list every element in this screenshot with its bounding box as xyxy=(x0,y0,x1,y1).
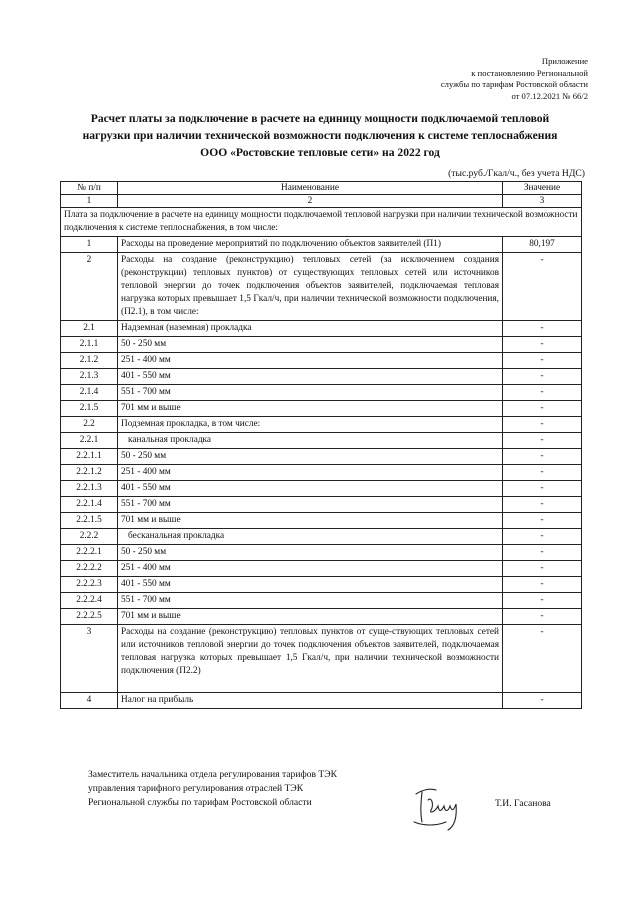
row-value: - xyxy=(503,497,582,513)
table-row xyxy=(61,449,582,465)
table-row xyxy=(61,497,582,513)
row-name: 551 - 700 мм xyxy=(118,593,503,609)
header-row xyxy=(61,182,582,195)
row-name: Подземная прокладка, в том числе: xyxy=(118,417,503,433)
row-value: - xyxy=(503,693,582,709)
row-value: - xyxy=(503,449,582,465)
header-num: № п/п xyxy=(61,182,118,195)
row-name: 251 - 400 мм xyxy=(118,353,503,369)
row-name: 551 - 700 мм xyxy=(118,497,503,513)
row-name: 701 мм и выше xyxy=(118,513,503,529)
row-num: 3 xyxy=(61,625,118,693)
section-row xyxy=(61,208,582,237)
row-num: 2.2.1.1 xyxy=(61,449,118,465)
table-row xyxy=(61,625,582,693)
row-name: 551 - 700 мм xyxy=(118,385,503,401)
position-line: управления тарифного регулирования отраслей ТЭК xyxy=(88,783,304,794)
table-row xyxy=(61,561,582,577)
tariff-table xyxy=(60,181,582,709)
row-name: Расходы на проведение мероприятий по подключению объектов заявителей (П1) xyxy=(118,237,503,253)
header-name: Наименование xyxy=(118,182,503,195)
colnum-1: 1 xyxy=(61,195,118,208)
row-name: 50 - 250 мм xyxy=(118,337,503,353)
row-value: 80,197 xyxy=(503,237,582,253)
row-name: Надземная (наземная) прокладка xyxy=(118,321,503,337)
row-value: - xyxy=(503,353,582,369)
title-line: Расчет платы за подключение в расчете на единицу мощности подключаемой тепловой xyxy=(90,112,550,125)
table-row xyxy=(61,433,582,449)
row-value: - xyxy=(503,321,582,337)
row-name: канальная прокладка xyxy=(118,433,503,449)
table-row xyxy=(61,481,582,497)
row-num: 2.2.2.3 xyxy=(61,577,118,593)
row-num: 2.2 xyxy=(61,417,118,433)
table-row xyxy=(61,253,582,321)
row-num: 2.1.1 xyxy=(61,337,118,353)
table-row xyxy=(61,593,582,609)
row-num: 2.2.2.1 xyxy=(61,545,118,561)
title-line: нагрузки при наличии технической возможности подключения к системе теплоснабжения xyxy=(82,129,558,142)
row-name: 401 - 550 мм xyxy=(118,369,503,385)
position-line: Региональной службы по тарифам Ростовской области xyxy=(88,797,312,808)
table-row xyxy=(61,417,582,433)
annex-note xyxy=(348,56,588,102)
table-row xyxy=(61,353,582,369)
row-num: 2.2.1.2 xyxy=(61,465,118,481)
row-num: 2.1 xyxy=(61,321,118,337)
row-num: 2.1.3 xyxy=(61,369,118,385)
table-row xyxy=(61,577,582,593)
annex-line: к постановлению Региональной xyxy=(471,67,588,78)
section-text: Плата за подключение в расчете на единицу мощности подключаемой тепловой нагрузки при наличии технической возможности подключения к системе теплоснабжения, в том числе: xyxy=(61,208,582,237)
handwritten-signature xyxy=(408,782,472,834)
row-num: 4 xyxy=(61,693,118,709)
row-num: 2.2.2 xyxy=(61,529,118,545)
row-name: Налог на прибыль xyxy=(118,693,503,709)
title-line: ООО «Ростовские тепловые сети» на 2022 год xyxy=(200,146,440,159)
row-value: - xyxy=(503,481,582,497)
units-note: (тыс.руб./Гкал/ч., без учета НДС) xyxy=(448,168,585,179)
annex-line: службы по тарифам Ростовской области xyxy=(440,79,588,90)
row-value: - xyxy=(503,593,582,609)
row-name: 401 - 550 мм xyxy=(118,481,503,497)
table-row xyxy=(61,529,582,545)
annex-line: от 07.12.2021 № 66/2 xyxy=(511,90,588,101)
row-value: - xyxy=(503,625,582,693)
header-value: Значение xyxy=(503,182,582,195)
table-row xyxy=(61,609,582,625)
row-value: - xyxy=(503,577,582,593)
table-row xyxy=(61,401,582,417)
row-num: 2.2.1.5 xyxy=(61,513,118,529)
row-name: 701 мм и выше xyxy=(118,401,503,417)
row-value: - xyxy=(503,609,582,625)
table-row xyxy=(61,337,582,353)
row-value: - xyxy=(503,465,582,481)
table-row xyxy=(61,321,582,337)
row-value: - xyxy=(503,433,582,449)
position-line: Заместитель начальника отдела регулирования тарифов ТЭК xyxy=(88,769,337,780)
row-value: - xyxy=(503,513,582,529)
row-num: 1 xyxy=(61,237,118,253)
row-name: 701 мм и выше xyxy=(118,609,503,625)
row-name: 251 - 400 мм xyxy=(118,465,503,481)
row-num: 2.2.2.4 xyxy=(61,593,118,609)
row-num: 2.2.2.5 xyxy=(61,609,118,625)
document-title xyxy=(40,110,600,161)
row-value: - xyxy=(503,529,582,545)
table-row xyxy=(61,385,582,401)
row-value: - xyxy=(503,545,582,561)
row-value: - xyxy=(503,253,582,321)
column-number-row xyxy=(61,195,582,208)
row-value: - xyxy=(503,401,582,417)
row-num: 2 xyxy=(61,253,118,321)
row-num: 2.1.4 xyxy=(61,385,118,401)
row-name: 50 - 250 мм xyxy=(118,545,503,561)
table-row xyxy=(61,237,582,253)
colnum-2: 2 xyxy=(118,195,503,208)
row-value: - xyxy=(503,561,582,577)
row-num: 2.2.1.3 xyxy=(61,481,118,497)
row-value: - xyxy=(503,417,582,433)
row-value: - xyxy=(503,385,582,401)
row-name: Расходы на создание (реконструкцию) тепловых сетей (за исключением создания (реконструкции) тепловых пунктов) от существующих тепловых сетей или источников тепловой энергии до точек подключения объектов заявителей, подключаемая тепловая нагрузка которых превышает 1,5 Гкал/ч, при наличии технической возможности подключения, (П2.1), в том числе: xyxy=(118,253,503,321)
row-name: 401 - 550 мм xyxy=(118,577,503,593)
row-num: 2.2.1.4 xyxy=(61,497,118,513)
row-value: - xyxy=(503,337,582,353)
table-row xyxy=(61,513,582,529)
signer-name: Т.И. Гасанова xyxy=(495,798,551,809)
row-num: 2.1.2 xyxy=(61,353,118,369)
row-name: Расходы на создание (реконструкцию) тепловых пунктов от суще-ствующих тепловых сетей или источников тепловой энергии до точек подключения объектов заявителей, подключаемая тепловая нагрузка которых превышает 1,5 Гкал/ч, при наличии технической возможности подключения (П2.2) xyxy=(118,625,503,693)
table-row xyxy=(61,369,582,385)
row-name: 251 - 400 мм xyxy=(118,561,503,577)
table-row xyxy=(61,545,582,561)
row-num: 2.2.1 xyxy=(61,433,118,449)
signatory-position xyxy=(88,768,337,810)
row-num: 2.2.2.2 xyxy=(61,561,118,577)
row-name: бесканальная прокладка xyxy=(118,529,503,545)
row-value: - xyxy=(503,369,582,385)
row-name: 50 - 250 мм xyxy=(118,449,503,465)
table-row xyxy=(61,465,582,481)
colnum-3: 3 xyxy=(503,195,582,208)
annex-line: Приложение xyxy=(541,56,588,66)
row-num: 2.1.5 xyxy=(61,401,118,417)
table-row xyxy=(61,693,582,709)
